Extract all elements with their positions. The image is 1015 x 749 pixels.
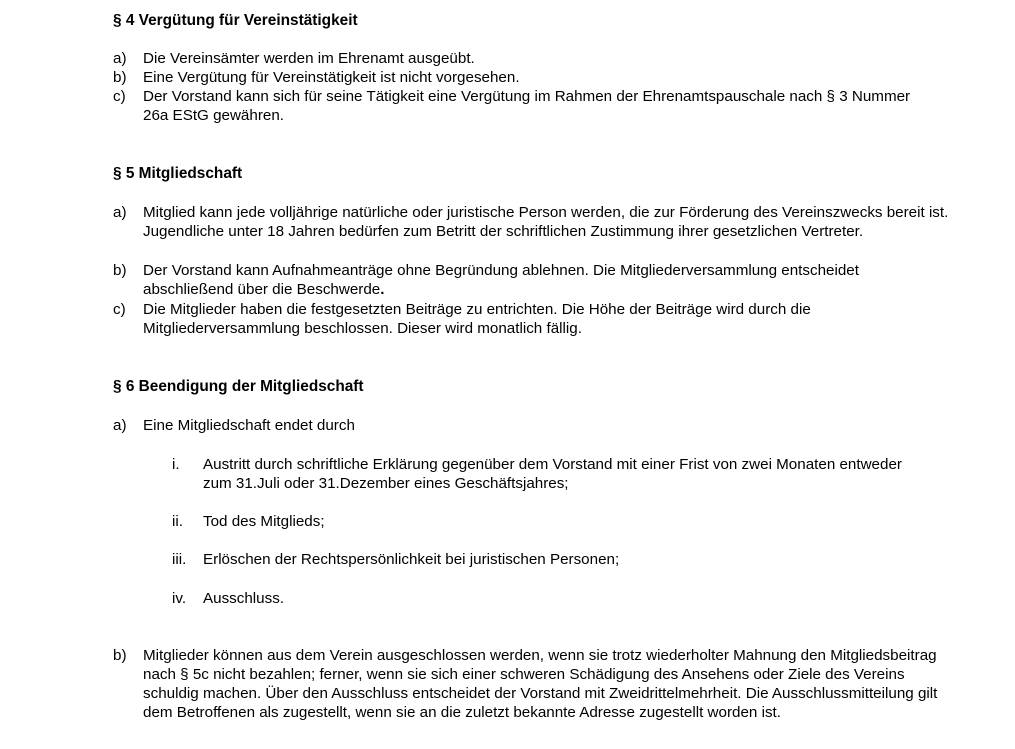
- sub-list-item: [172, 550, 932, 569]
- list-item: [113, 87, 923, 125]
- list-item-text: Mitglied kann jede volljährige natürliche oder juristische Person werden, die zur Förderung des Vereinszwecks bereit ist. Jugendliche unter 18 Jahren bedürfen zum Betritt der schriftlichen Zustimmung ihrer gesetzlichen Vertreter.: [143, 204, 949, 240]
- sub-list-item: [172, 589, 932, 608]
- list-item: [113, 203, 963, 241]
- list-item: [113, 261, 943, 299]
- list-marker: c): [113, 301, 126, 318]
- list-item: [113, 646, 958, 722]
- list-item: [113, 300, 913, 338]
- list-item: [113, 49, 963, 68]
- list-item-text: Mitglieder können aus dem Verein ausgeschlossen werden, wenn sie trotz wiederholter Mahnung den Mitgliedsbeitrag nach § 5c nicht bezahlen; ferner, wenn sie sich einer schweren Schädigung des Ansehens oder Ziele des Vereins schuldig machen. Über den Ausschluss entscheidet der Vorstand mit Zweidrittelmehrheit. Die Ausschlussmitteilung gilt dem Betroffenen als zugestellt, wenn sie an die zuletzt bekannte Adresse zugestellt worden ist.: [143, 647, 938, 721]
- list-marker: a): [113, 50, 127, 67]
- section-heading: § 5 Mitgliedschaft: [113, 165, 243, 182]
- sub-list-item-text: Ausschluss.: [203, 590, 285, 607]
- list-item-text-main: Der Vorstand kann Aufnahmeanträge ohne Begründung ablehnen. Die Mitgliederversammlung entscheidet abschließend über die Beschwerde: [143, 262, 859, 298]
- section-heading: § 6 Beendigung der Mitgliedschaft: [113, 378, 364, 395]
- list-item: [113, 68, 963, 87]
- list-item: [113, 416, 963, 435]
- sub-list-marker: ii.: [172, 513, 183, 530]
- sub-list-marker: iv.: [172, 590, 187, 607]
- list-item-text: Eine Vergütung für Vereinstätigkeit ist nicht vorgesehen.: [143, 69, 520, 86]
- sub-list-item: [172, 512, 932, 531]
- list-item-text-end: .: [380, 281, 385, 298]
- sub-list-item-text: Austritt durch schriftliche Erklärung gegenüber dem Vorstand mit einer Frist von zwei Monaten entweder zum 31.Juli oder 31.Dezember eines Geschäftsjahres;: [203, 456, 902, 492]
- list-marker: c): [113, 88, 126, 105]
- list-marker: b): [113, 262, 127, 279]
- list-item-text: Der Vorstand kann sich für seine Tätigkeit eine Vergütung im Rahmen der Ehrenamtspauschale nach § 3 Nummer 26a EStG gewähren.: [143, 88, 911, 124]
- list-item-text: Die Mitglieder haben die festgesetzten Beiträge zu entrichten. Die Höhe der Beiträge wird durch die Mitgliederversammlung beschlossen. Dieser wird monatlich fällig.: [143, 301, 811, 337]
- list-marker: b): [113, 647, 127, 664]
- sub-list-marker: iii.: [172, 551, 187, 568]
- sub-list-marker: i.: [172, 456, 180, 473]
- list-item-text: [143, 261, 943, 299]
- sub-list-item-text: Tod des Mitglieds;: [203, 513, 325, 530]
- list-marker: b): [113, 69, 127, 86]
- sub-list-item-text: Erlöschen der Rechtspersönlichkeit bei juristischen Personen;: [203, 551, 620, 568]
- list-item-text: Eine Mitgliedschaft endet durch: [143, 417, 355, 434]
- list-marker: a): [113, 417, 127, 434]
- list-marker: a): [113, 204, 127, 221]
- list-item-text: Die Vereinsämter werden im Ehrenamt ausgeübt.: [143, 50, 475, 67]
- sub-list-item: [172, 455, 932, 493]
- section-heading: § 4 Vergütung für Vereinstätigkeit: [113, 12, 358, 29]
